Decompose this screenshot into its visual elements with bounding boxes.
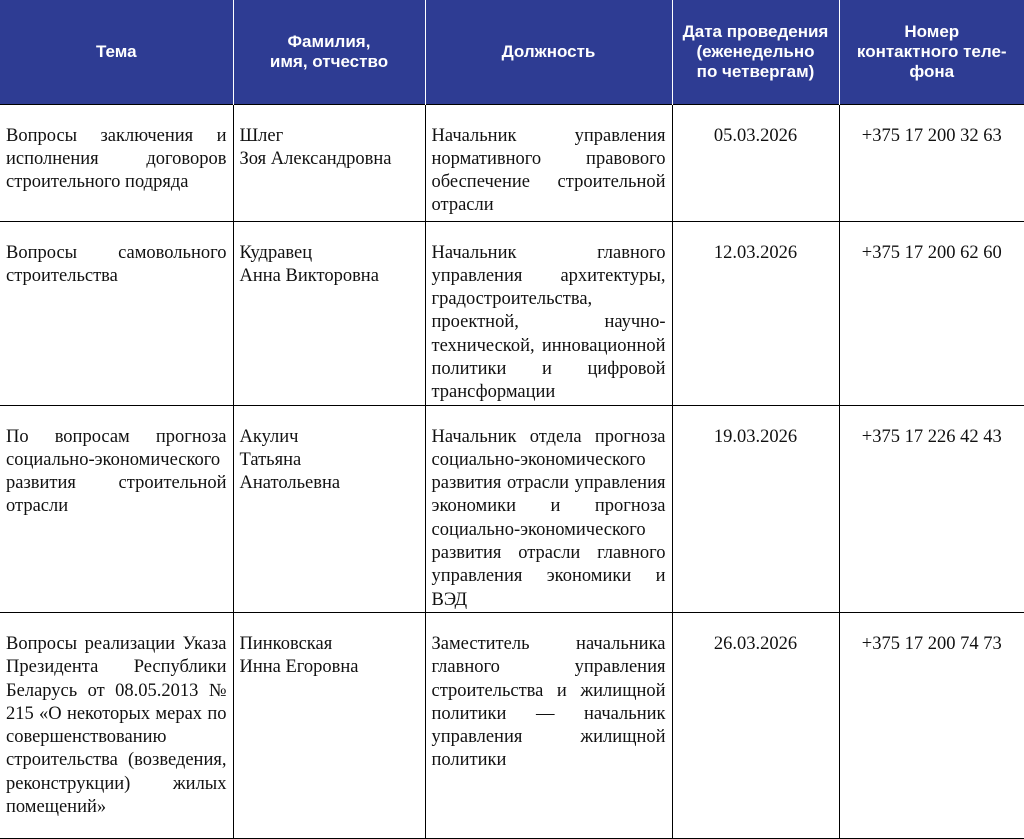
position-cell: Заместитель начальника главного управления строительства и жилищной политики — начальник управления жилищной политики [425,612,672,838]
table-row [0,405,1024,612]
date-cell: 26.03.2026 [672,612,839,838]
given-name: Анна Викторовна [239,265,379,286]
topic-cell: По вопросам прогноза социально-экономического развития строительной отрасли [0,405,233,612]
topic-cell: Вопросы реализации Указа Президента Республики Беларусь от 08.05.2013 № 215 «О некоторых мерах по совершенствованию строительства (возведения, реконструкции) жилых помещений» [0,612,233,838]
given-name: Татьяна [239,449,302,470]
date-cell: 19.03.2026 [672,405,839,612]
given-name: Зоя Александровна [239,148,392,169]
header-name: Фамилия, имя, отчество [233,0,425,104]
header-phone: Номер контактного теле- фона [839,0,1024,104]
date-cell: 12.03.2026 [672,221,839,405]
date-cell: 05.03.2026 [672,104,839,221]
name-cell [233,612,425,838]
given-name: Инна Егоровна [239,657,359,678]
name-cell [233,104,425,221]
phone-cell: +375 17 200 32 63 [839,104,1024,221]
header-date: Дата проведения (еженедельно по четвергам) [672,0,839,104]
name-cell [233,221,425,405]
surname: Акулич [239,426,299,447]
table-row [0,612,1024,838]
header-position: Должность [425,0,672,104]
topic-cell: Вопросы самовольного строительства [0,221,233,405]
table-row [0,104,1024,221]
surname: Кудравец [239,242,313,263]
phone-cell: +375 17 200 74 73 [839,612,1024,838]
surname: Пинковская [239,633,333,654]
table-row [0,221,1024,405]
position-cell: Начальник управления нормативного правового обеспечение строительной отрасли [425,104,672,221]
position-cell: Начальник отдела прогноза социально-экономического развития отрасли управления экономики и прогноза социально-экономического развития отрасли главного управления экономики и ВЭД [425,405,672,612]
header-topic: Тема [0,0,233,104]
position-cell: Начальник главного управления архитектуры, градостроительства, проектной, научно-технической, инновационной политики и цифровой трансформации [425,221,672,405]
name-cell [233,405,425,612]
table-header-row [0,0,1024,104]
phone-cell: +375 17 226 42 43 [839,405,1024,612]
phone-cell: +375 17 200 62 60 [839,221,1024,405]
topic-cell: Вопросы заключения и исполнения договоров строительного подряда [0,104,233,221]
surname: Шлег [239,125,284,146]
patronymic: Анатольевна [239,473,341,494]
